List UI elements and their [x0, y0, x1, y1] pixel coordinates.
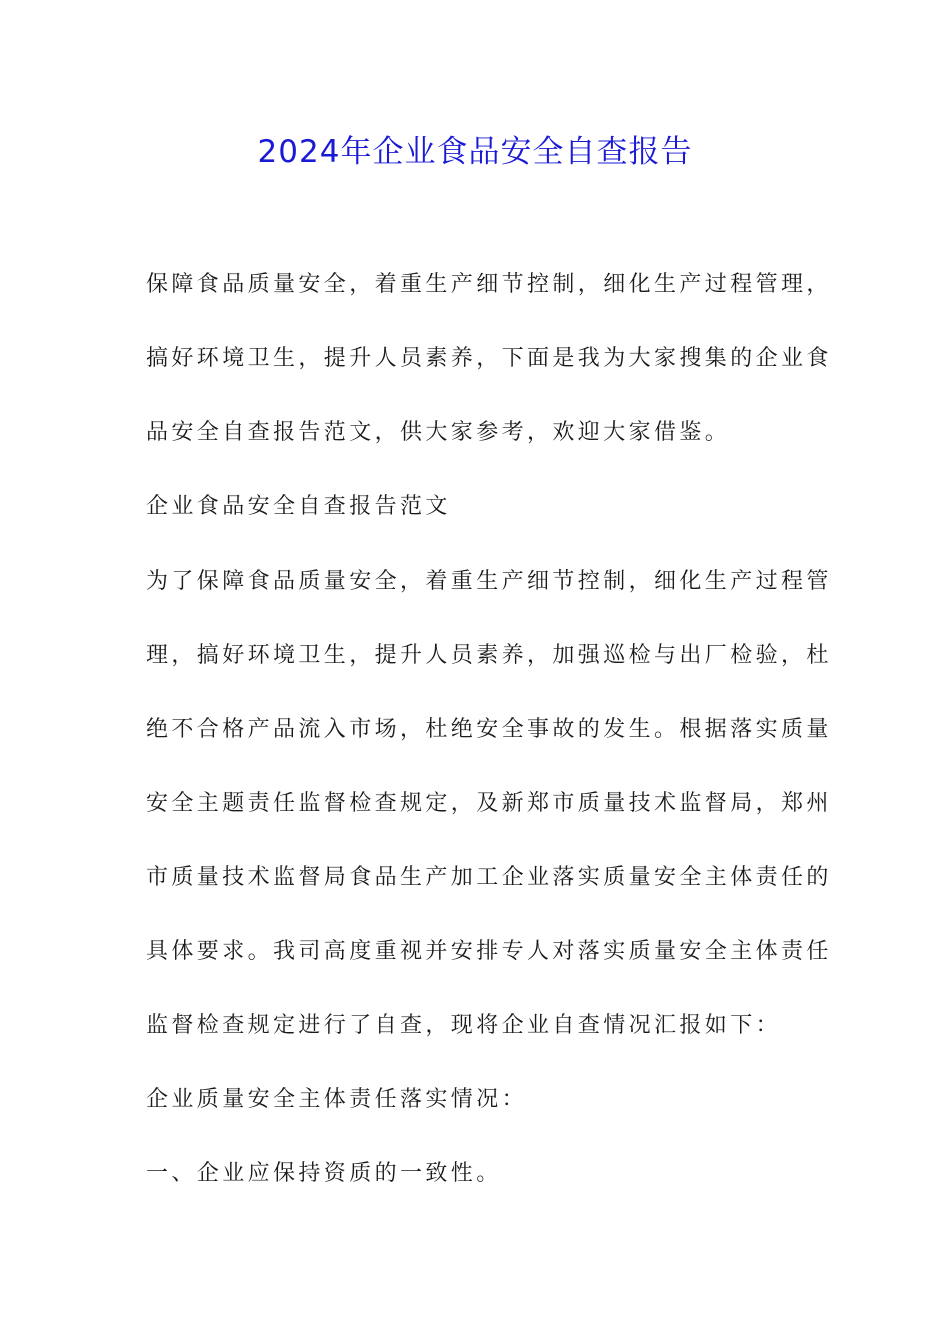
document-title: 2024年企业食品安全自查报告: [257, 134, 693, 170]
body-line: 理，搞好环境卫生，提升人员素养，加强巡检与出厂检验，杜: [146, 643, 832, 668]
body-paragraph: [146, 545, 832, 1063]
intro-line: 品安全自查报告范文，供大家参考，欢迎大家借鉴。: [146, 420, 731, 445]
body-line: 监督检查规定进行了自查，现将企业自查情况汇报如下：: [146, 1013, 782, 1038]
body-line: 绝不合格产品流入市场，杜绝安全事故的发生。根据落实质量: [146, 717, 832, 742]
intro-line: 保障食品质量安全，着重生产细节控制，细化生产过程管理，: [146, 272, 832, 297]
subtitle-line: 企业食品安全自查报告范文: [146, 494, 451, 519]
body-line: 市质量技术监督局食品生产加工企业落实质量安全主体责任的: [146, 865, 832, 890]
item-line: 一、企业应保持资质的一致性。: [146, 1161, 502, 1186]
section-subtitle: [146, 470, 806, 544]
intro-paragraph: [146, 248, 832, 470]
body-line: 安全主题责任监督检查规定，及新郑市质量技术监督局，郑州: [146, 791, 832, 816]
list-item-one: [146, 1137, 806, 1211]
heading-line: 企业质量安全主体责任落实情况：: [146, 1087, 528, 1112]
body-line: 具体要求。我司高度重视并安排专人对落实质量安全主体责任: [146, 939, 832, 964]
section-heading: [146, 1063, 806, 1137]
intro-line: 搞好环境卫生，提升人员素养，下面是我为大家搜集的企业食: [146, 346, 832, 371]
body-line: 为了保障食品质量安全，着重生产细节控制，细化生产过程管: [146, 569, 832, 594]
